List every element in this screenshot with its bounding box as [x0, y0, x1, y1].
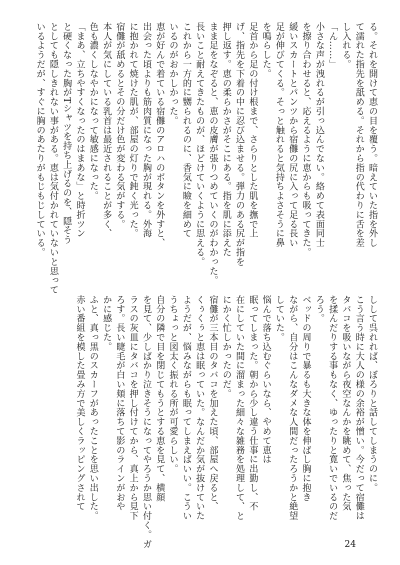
text-line: 恵が好んで着ている宿儺のアロハのボタンを外すと、 [154, 22, 165, 248]
text-line: を揉んだりする事もなく、ゆったりと寛いでいるのだ [327, 295, 338, 521]
text-line: うちょっと図太く振れる所が可愛らしい。 [167, 295, 178, 474]
text-line: ながら、自分はこんなダメな人間だったろうかと絶望 [287, 295, 298, 521]
text-line: かに感じた。 [101, 295, 112, 352]
text-line: していた。 [273, 295, 284, 342]
text-line: こう言う時に大人の様の余裕が憎い。今だって宿儺は [353, 295, 364, 521]
text-line: ラスの灰皿にタバコを押し付けてから、真上から見下 [127, 295, 138, 521]
text-line: ふと、真っ黒のスカーフがあったことを思い出した。 [87, 295, 98, 521]
text-line: まま足をなぞると、恵の皮膚が張りつめていくのがわかった。 [207, 22, 218, 286]
text-line: 本人が気にしている乳首は最近されることが多く、 [101, 22, 112, 239]
text-line: しして呉れれば、ぼろりと話してしまうのに。 [367, 295, 377, 493]
text-line: 色も濃くしなやかになって敏感になった。 [87, 22, 98, 201]
text-line: ようだが、悩みながらも眠ってしまえばいい。こうい [180, 295, 191, 521]
text-line: げ、指先を下着の中に忍び込ませる。弾力のある尻が指を [234, 22, 245, 267]
text-line: 悩んで落ち込むぐらいなら、やめて恵は [260, 295, 271, 465]
text-line: 「ん……」 [327, 22, 338, 69]
text-line: ろす。長い睫毛が白い頬に落ちて影のラインがおや [114, 295, 125, 512]
text-line: 宿儺が舐めるとその分だけ色が変わる気がする。 [114, 22, 125, 229]
text-line: 緩いスカートとパンツから宿儺の尻に入って足る長い [287, 22, 298, 248]
text-line: 小さな声が洩れるが引っ込んでない。絡めて表面同士 [313, 22, 324, 248]
text-line: に抱かれて焼けた肌が、部屋の灯りで鈍く光った。 [127, 22, 138, 239]
page-number: 24 [344, 540, 356, 550]
text-line: これから一方的に嬲られるのに、香気に瞼を細めて [180, 22, 191, 239]
text-line: いるのがおかしかった。 [167, 22, 178, 126]
text-line: 「まあ、立ちやすくなったのはまあな」と時折ツン [74, 22, 85, 239]
text-line: 足首から足の付け根まで、さらりとした肌を撫で上 [247, 22, 258, 239]
text-line: と硬くなった胸がTシャツを持ち上げるのを、隠そう [61, 22, 72, 245]
text-line: ろう。 [313, 295, 324, 324]
text-line: としても隠しきれない事がある。恵は気付かれていないと思って [47, 22, 58, 295]
text-line: 宿儺が三本目のタバコを加えた頃、部屋へ戻ると、 [207, 295, 218, 512]
text-line: る。それを開けて恵の目を覆う。暗えていた指を外し [367, 22, 377, 248]
text-line: ベッドの周りで暴るも大きな体を伸ばし胸に抱き [300, 295, 311, 502]
text-line: にかく忙しかったのだ。 [220, 295, 231, 399]
text-line: くぅくぅと恵は眠っていた。なんだか気が抜けていた [194, 295, 205, 521]
text-line: 在にしていた間に溜まった細々な雑務を処理して、と [234, 295, 245, 521]
text-line: 押し返す。恵の柔らかさがそこにある。指を肌に添えた [220, 22, 231, 257]
text-line: を鳴らした。 [260, 22, 271, 79]
text-line: 自分の隣で目を閉じてもうとする恵を見て、横顔 [154, 295, 165, 502]
text-line: て濡れた指先を舐める。それから指の代わりに舌を差 [353, 22, 364, 248]
text-line: し入れる。 [340, 22, 351, 69]
text-line: を見て、少しばかり泣きそうになってやろうか思い付く。ガ [140, 295, 151, 549]
text-line: 足が伸びてくる。そっと触れると気持ちよさそうに鼻 [273, 22, 284, 248]
text-line: 赤い番組を模した畳み方で美しくラッピングされて [74, 295, 85, 512]
text-line: 眠ってしまった。朝から少し違う仕事に出勤し、不 [247, 295, 258, 512]
text-line: いるようだが、すぐに胸のあたりがもじもじしている。 [34, 22, 45, 257]
upper-text-block [6, 22, 378, 295]
text-line: 出会った頃よりも筋肉質になった胸が現れる。外海 [140, 22, 151, 239]
text-line: を擦り合わせると、応えるように恵からも吸ってきた。 [300, 22, 311, 257]
text-line: 長いこと耐えてきたものが、ほどけていくように思える。 [194, 22, 205, 267]
text-line: タバコを吸いながら夜空なんかを眺めて、焦った気 [340, 295, 351, 512]
